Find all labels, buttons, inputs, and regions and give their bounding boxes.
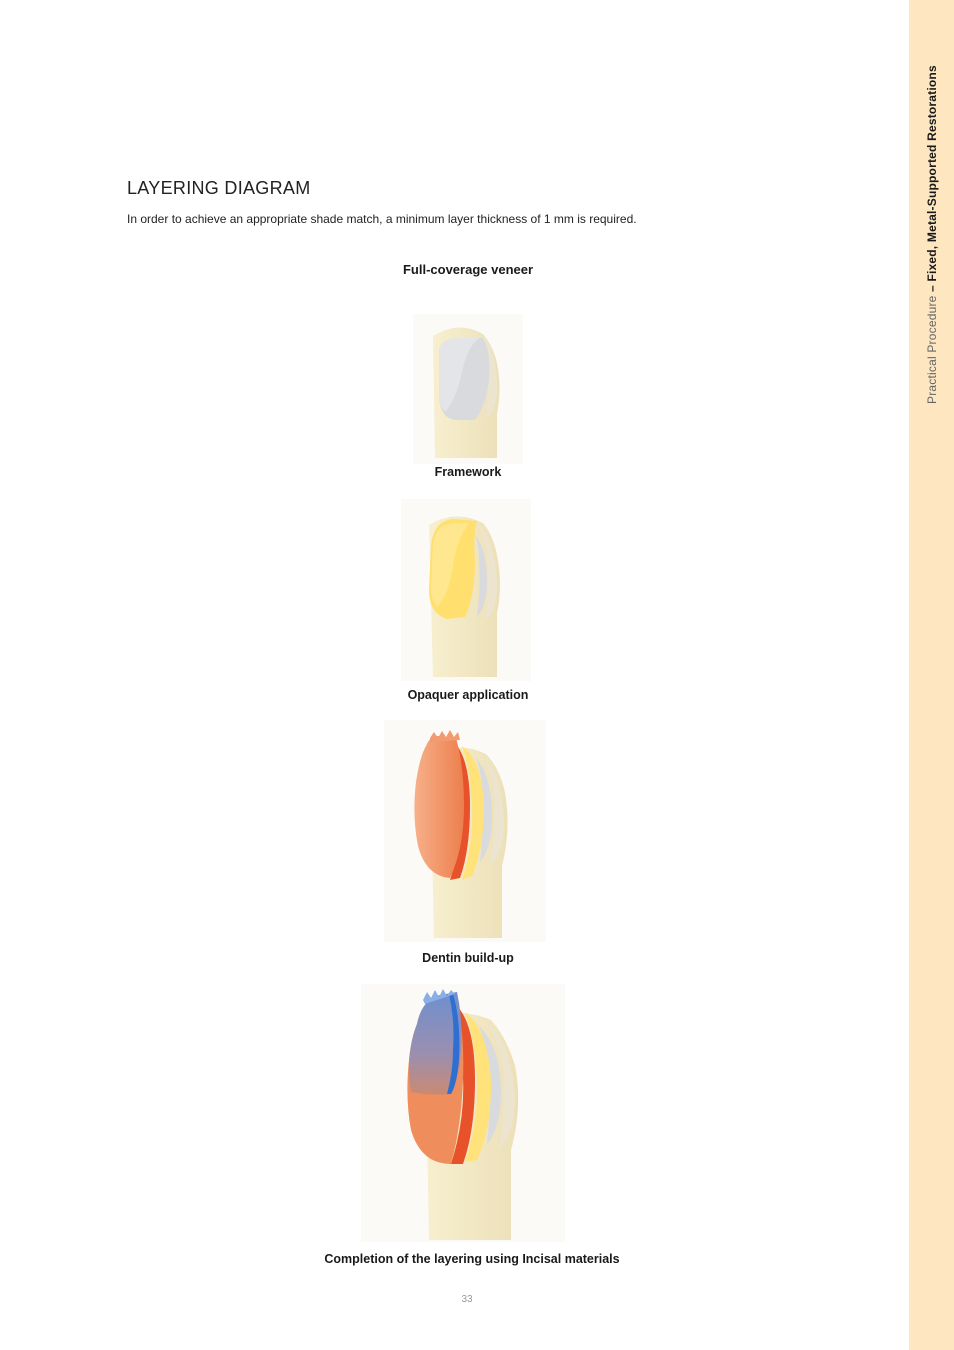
step-caption-dentin: Dentin build-up	[422, 951, 514, 965]
opaquer-illustration	[393, 495, 538, 683]
page-title: LAYERING DIAGRAM	[127, 178, 311, 198]
framework-illustration	[405, 308, 530, 466]
dentin-illustration	[378, 716, 553, 946]
incisal-illustration	[355, 980, 570, 1248]
intro-text: In order to achieve an appropriate shade match, a minimum layer thickness of 1 mm is required.	[127, 212, 637, 226]
side-tab-chapter: – Fixed, Metal-Supported Restorations	[925, 65, 939, 292]
side-tab-label	[925, 65, 939, 404]
step-caption-incisal: Completion of the layering using Incisal materials	[324, 1252, 620, 1266]
step-caption-opaquer: Opaquer application	[407, 688, 529, 702]
section-subheading: Full-coverage veneer	[402, 262, 534, 277]
dentin-layer	[414, 736, 464, 878]
step-caption-framework: Framework	[434, 465, 502, 479]
page-number: 33	[461, 1294, 473, 1305]
side-tab-section: Practical Procedure	[925, 295, 939, 404]
